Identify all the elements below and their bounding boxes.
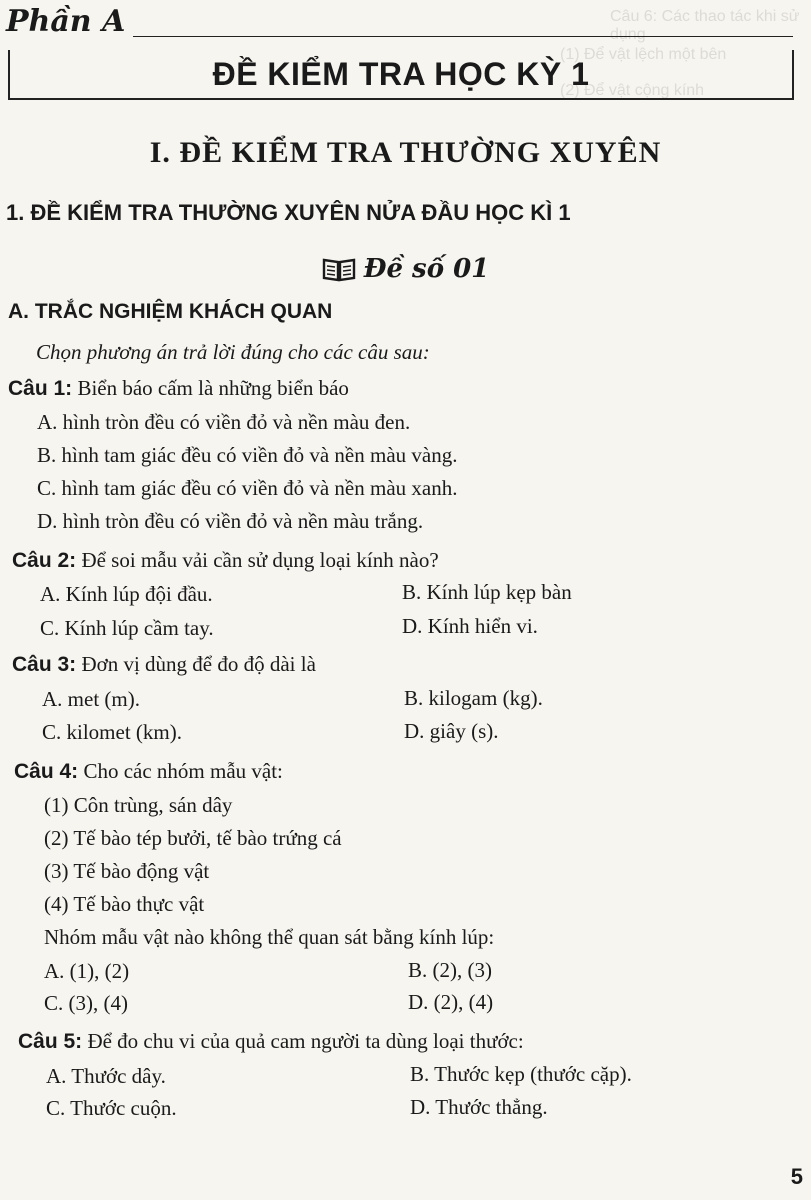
answer-option: C. Kính lúp cầm tay. — [40, 616, 214, 640]
open-book-icon — [322, 256, 356, 282]
answer-option: A. Thước dây. — [46, 1064, 166, 1088]
answer-option: C. hình tam giác đều có viền đỏ và nền màu xanh. — [37, 476, 458, 500]
section-subtitle: 1. ĐỀ KIỂM TRA THƯỜNG XUYÊN NỬA ĐẦU HỌC KÌ 1 — [6, 200, 571, 225]
question-prompt: Nhóm mẫu vật nào không thể quan sát bằng kính lúp: — [44, 925, 495, 949]
section-title: I. ĐỀ KIỂM TRA THƯỜNG XUYÊN — [149, 136, 662, 169]
question-5 — [18, 1029, 524, 1054]
bleed-through-text: Câu 6: Các thao tác khi sử dụng — [610, 8, 800, 43]
answer-option: B. hình tam giác đều có viền đỏ và nền màu vàng. — [37, 443, 458, 467]
answer-option: B. (2), (3) — [408, 958, 492, 982]
sample-item: (1) Côn trùng, sán dây — [44, 793, 233, 817]
part-heading: A. TRẮC NGHIỆM KHÁCH QUAN — [8, 300, 333, 323]
question-text: Biển báo cấm là những biển báo — [77, 376, 349, 400]
answer-option: D. (2), (4) — [408, 990, 494, 1014]
answer-option: D. Thước thẳng. — [410, 1095, 548, 1119]
question-label: Câu 3: — [12, 653, 77, 676]
question-3 — [12, 652, 316, 677]
answer-option: C. (3), (4) — [44, 991, 128, 1015]
answer-option: D. hình tròn đều có viền đỏ và nền màu trắng. — [37, 509, 424, 533]
exam-title-row — [0, 254, 811, 284]
answer-option: D. giây (s). — [404, 719, 499, 743]
answer-option: A. (1), (2) — [44, 959, 130, 983]
title-box — [8, 50, 794, 100]
question-label: Câu 5: — [18, 1030, 83, 1053]
header-rule — [133, 36, 793, 37]
answer-option: D. Kính hiển vi. — [402, 614, 538, 638]
answer-option: B. Kính lúp kẹp bàn — [402, 580, 572, 604]
question-label: Câu 2: — [12, 549, 77, 572]
instruction: Chọn phương án trả lời đúng cho các câu sau: — [36, 340, 430, 364]
question-4 — [14, 759, 283, 784]
page-number: 5 — [790, 1164, 803, 1189]
part-label: Phần A — [6, 4, 126, 39]
question-text: Cho các nhóm mẫu vật: — [83, 759, 283, 783]
sample-item: (2) Tế bào tép bưởi, tế bào trứng cá — [44, 826, 342, 850]
exam-title: Đề số 01 — [363, 254, 490, 284]
bleed-through-text: (2) Để vật cộng kính — [560, 82, 705, 99]
question-text: Đơn vị dùng để đo độ dài là — [81, 652, 316, 676]
answer-option: A. hình tròn đều có viền đỏ và nền màu đen. — [37, 410, 411, 434]
question-2 — [12, 548, 439, 573]
answer-option: A. met (m). — [42, 687, 140, 711]
sample-item: (4) Tế bào thực vật — [44, 892, 205, 916]
question-text: Để soi mẫu vải cần sử dụng loại kính nào? — [81, 548, 439, 572]
answer-option: A. Kính lúp đội đầu. — [40, 582, 213, 606]
answer-option: B. kilogam (kg). — [404, 686, 543, 710]
question-text: Để đo chu vi của quả cam người ta dùng loại thước: — [87, 1029, 524, 1053]
sample-item: (3) Tế bào động vật — [44, 859, 210, 883]
answer-option: C. Thước cuộn. — [46, 1096, 177, 1120]
question-label: Câu 1: — [8, 377, 73, 400]
bleed-through-text: (1) Để vật lệch một bên — [560, 46, 727, 63]
question-1 — [8, 376, 349, 401]
answer-option: B. Thước kẹp (thước cặp). — [410, 1062, 632, 1086]
question-label: Câu 4: — [14, 760, 79, 783]
page-title: ĐỀ KIỂM TRA HỌC KỲ 1 — [212, 55, 590, 92]
answer-option: C. kilomet (km). — [42, 720, 182, 744]
